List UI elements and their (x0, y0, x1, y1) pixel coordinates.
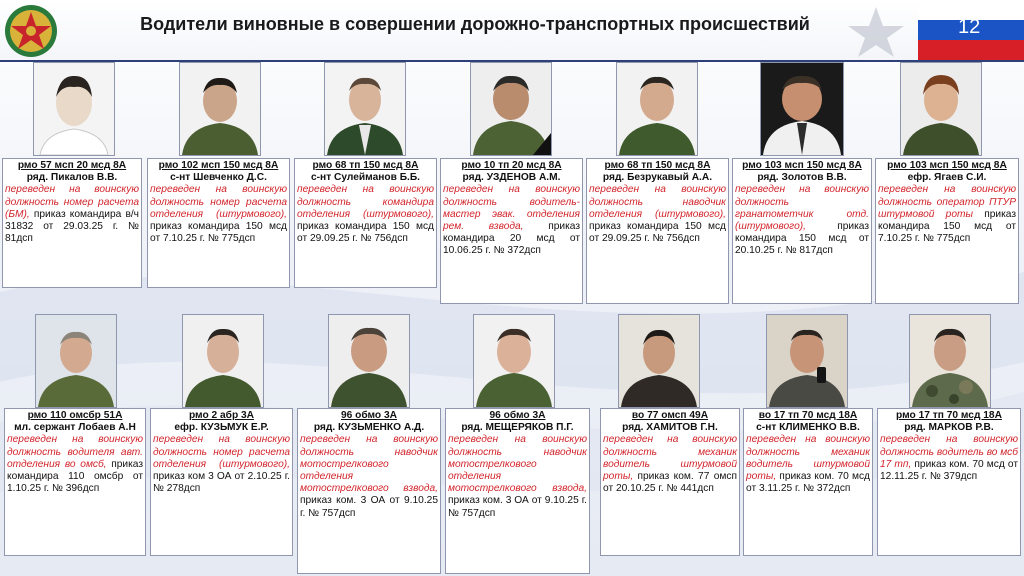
person-name: с-нт Сулейманов Б.Б. (310, 172, 421, 184)
page-title: Водители виновные в совершении дорожно-транспортных происшествий (140, 14, 810, 34)
person-name: ефр. Ягаев С.И. (907, 172, 987, 184)
order-text: приказ ком. 70 мсд от 3.11.25 г. № 372дсп (746, 471, 870, 495)
person-name: ряд. Пикалов В.В. (26, 172, 118, 184)
order-text: приказ командира 150 мсд от 29.09.25 г. № 756дсп (297, 221, 434, 245)
person-info (294, 158, 437, 288)
unit-label: рмо 10 тп 20 мсд 8А (461, 160, 562, 171)
flag-red-stripe (918, 40, 1024, 60)
person-info (150, 408, 293, 556)
person-name: с-нт КЛИМЕНКО В.В. (756, 422, 860, 434)
unit-label: рмо 68 тп 150 мсд 8А (312, 160, 419, 171)
order-text: приказ командира 150 мсд от 29.09.25 г. № 756дсп (589, 221, 726, 245)
unit-label: рмо 103 мсп 150 мсд 8А (742, 160, 862, 171)
person-photo (182, 314, 264, 408)
person-photo (616, 62, 698, 156)
unit-label: во 77 омсп 49А (631, 410, 709, 421)
transfer-text: переведен на воинскую должность номер расчета (БМ), (5, 184, 139, 220)
unit-label: 96 обмо 3А (340, 410, 398, 421)
person-info (732, 158, 872, 304)
person-info (586, 158, 729, 304)
person-name: ряд. ХАМИТОВ Г.Н. (622, 422, 718, 434)
star-icon (834, 4, 918, 60)
person-info (297, 408, 441, 574)
person-photo (760, 62, 844, 156)
unit-label: рмо 68 тп 150 мсд 8А (604, 160, 711, 171)
unit-label: 96 обмо 3А (489, 410, 546, 421)
transfer-text: переведен на воинскую должность водителя авт. отделения во омсб, (7, 434, 143, 470)
order-text: приказ командира 150 мсд от 20.10.25 г. № 817дсп (735, 221, 869, 257)
person-name: ряд. МЕЩЕРЯКОВ П.Г. (461, 422, 574, 434)
person-photo (473, 314, 555, 408)
unit-label: рмо 57 мсп 20 мсд 8А (17, 160, 127, 171)
transfer-text: переведен на воинскую должность водитель-мастер эвак. отделения рем. взвода, (443, 184, 580, 233)
transfer-text: переведен на воинскую должность командира отделения (штурмового), (297, 184, 434, 220)
person-photo (909, 314, 991, 408)
person-photo (328, 314, 410, 408)
order-text: приказ ком 3 ОА от 2.10.25 г. № 278дсп (153, 471, 290, 495)
transfer-text: переведен на воинскую должность наводчик мотострелкового отделения мотострелкового взвода, (300, 434, 438, 495)
person-name: с-нт Шевченко Д.С. (170, 172, 267, 184)
order-text: приказ командира 110 омсбр от 1.10.25 г. № 396дсп (7, 458, 144, 495)
transfer-text: переведен на воинскую должность водитель во мсб 17 тп, (880, 434, 1018, 470)
transfer-text: переведен на воинскую должность номер расчета отделения (штурмового), (150, 184, 287, 220)
order-text: приказ командира 150 мсд от 7.10.25 г. № 775дсп (878, 208, 1016, 245)
person-info (4, 408, 146, 556)
order-text: приказ командира 20 мсд от 10.06.25 г. № 372дсп (443, 221, 580, 257)
person-photo (179, 62, 261, 156)
person-name: ефр. КУЗЬМУК Е.Р. (174, 422, 269, 434)
slide-number: 12 (958, 16, 981, 38)
unit-label: рмо 110 омсбр 51А (27, 410, 123, 421)
order-text: приказ ком. 3 ОА от 9.10.25 г. № 757дсп (300, 495, 438, 519)
person-info (440, 158, 583, 304)
transfer-text: переведен на воинскую должность механик водитель штурмовой роты, (746, 434, 870, 483)
person-photo (766, 314, 848, 408)
order-text: приказ ком. 77 омсп от 20.10.25 г. № 441дсп (603, 471, 737, 495)
unit-label: рмо 17 тп 70 мсд 18А (896, 410, 1002, 421)
person-info (600, 408, 740, 556)
transfer-text: переведен на воинскую должность номер расчета отделения (штурмового), (153, 434, 290, 470)
unit-label: рмо 2 абр 3А (188, 410, 255, 421)
unit-label: рмо 102 мсп 150 мсд 8А (158, 160, 279, 171)
order-text: приказ ком. 3 ОА от 9.10.25 г. № 757дсп (448, 495, 587, 519)
person-info (877, 408, 1021, 556)
person-photo (900, 62, 982, 156)
person-name: ряд. Безрукавый А.А. (602, 172, 713, 184)
order-text: приказ ком. 70 мсд от 12.11.25 г. № 379дсп (880, 458, 1018, 483)
person-name: мл. сержант Лобаев А.Н (14, 422, 136, 434)
transfer-text: переведен на воинскую должность механик водитель штурмовой роты, (603, 434, 737, 483)
unit-label: во 17 тп 70 мсд 18А (758, 410, 858, 421)
person-photo (33, 62, 115, 156)
transfer-text: переведен на воинскую должность наводчик отделения (штурмового), (589, 184, 726, 220)
order-text: приказ командира 150 мсд от 7.10.25 г. № 775дсп (150, 221, 287, 245)
person-info (2, 158, 142, 288)
person-info (445, 408, 590, 574)
person-info (875, 158, 1019, 304)
person-name: ряд. МАРКОВ Р.В. (904, 422, 994, 434)
order-text: приказ командира в/ч 31832 от 29.03.25 г. № 81дсп (5, 208, 139, 245)
unit-label: рмо 103 мсп 150 мсд 8А (887, 160, 1007, 171)
transfer-text: переведен на воинскую должность гранатометчик отд. (штурмового), (735, 184, 869, 233)
person-info (147, 158, 290, 288)
transfer-text: переведен на воинскую должность оператор ПТУР штурмовой роты (878, 184, 1016, 220)
person-photo (470, 62, 552, 156)
person-name: ряд. Золотов В.В. (757, 172, 847, 184)
person-info (743, 408, 873, 556)
person-photo (618, 314, 700, 408)
person-photo (324, 62, 406, 156)
person-photo (35, 314, 117, 408)
emblem-icon (3, 3, 59, 59)
person-name: ряд. УЗДЕНОВ А.М. (462, 172, 561, 184)
person-name: ряд. КУЗЬМЕНКО А.Д. (313, 422, 425, 434)
transfer-text: переведен на воинскую должность наводчик мотострелкового отделения мотострелкового взвода, (448, 434, 587, 495)
